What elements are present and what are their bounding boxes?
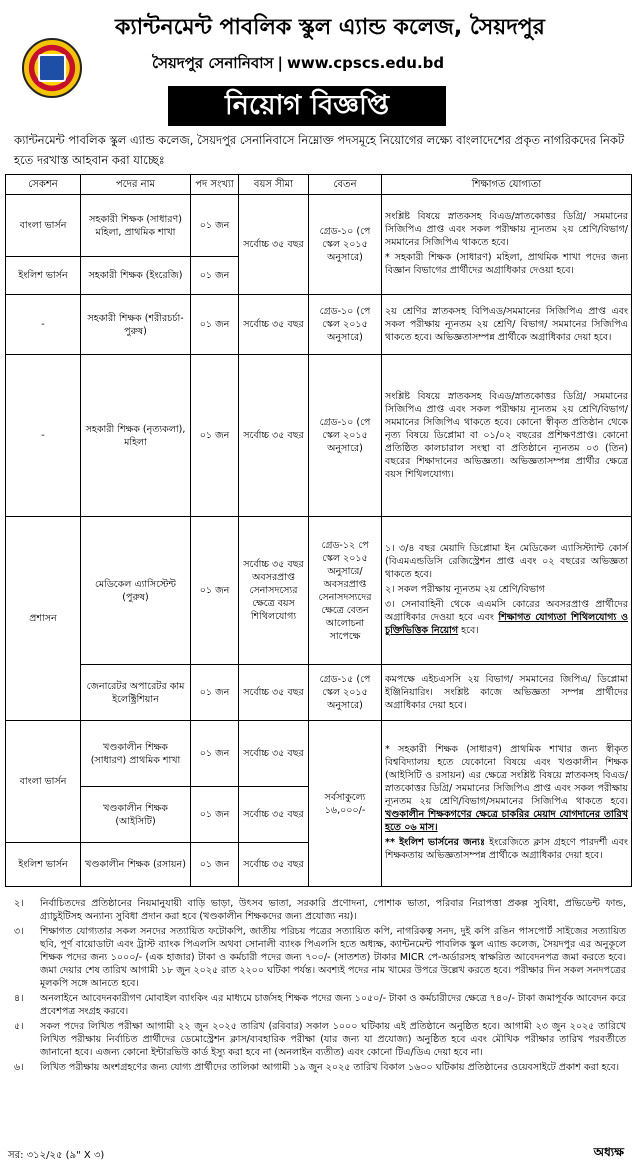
note-number: ৬। [14, 1062, 24, 1073]
header-salary: বেতন [309, 175, 382, 195]
cell-count: ০১ জন [191, 295, 239, 355]
qualification-note: * সহকারী শিক্ষক (সাধারণ) মহিলা, প্রাথমিক শাখা পদের জন্য বিজ্ঞান বিভাগের প্রার্থীদের অগ্রাধিকার দেওয়া হবে। [385, 252, 628, 276]
cell-post: খণ্ডকালীন শিক্ষক (সাধারণ) প্রাথমিক শাখা [81, 721, 191, 787]
cell-count: ০১ জন [191, 195, 239, 257]
qualification-text: * সহকারী শিক্ষক (সাধারণ) প্রাথমিক শাখার জন্য স্বীকৃত বিশ্ববিদ্যালয় হতে যেকোনো বিষয়ে এবং খণ্ডকালীন শিক্ষক (আইসিটি ও রসায়ন) এর ক্ষেত্রে সংশ্লিষ্ট বিষয়ে স্নাতকসহ বিএড/স্নাতকোত্তর ডিগ্রি/ সমমানের সিজিপিএ প্রাপ্ত এবং সকল পরীক্ষায় ন্যূনতম ২য় শ্রেণি/বিভাগ/সমমানের সিজিপিএ থাকতে হবে। [385, 744, 628, 807]
cell-post: মেডিকেল এ্যাসিস্টেন্ট (পুরুষ) [81, 517, 191, 665]
cell-salary: সর্বসাকুল্যে ১৬,০০০/- [309, 721, 382, 887]
cell-section: বাংলা ভার্সন [6, 721, 81, 843]
school-logo [22, 38, 82, 98]
qualification-line [385, 598, 628, 637]
table-row [6, 665, 632, 721]
cell-count: ০১ জন [191, 721, 239, 787]
cell-section: - [6, 355, 81, 517]
cell-section: বাংলা ভার্সন [6, 195, 81, 257]
vacancy-table [5, 174, 632, 887]
notice-title: নিয়োগ বিজ্ঞপ্তি [168, 86, 446, 126]
cell-post: খণ্ডকালীন শিক্ষক (আইসিটি) [81, 787, 191, 843]
website-link[interactable]: www.cpscs.edu.bd [286, 54, 445, 72]
cell-post: খণ্ডকালীন শিক্ষক (রসায়ন) [81, 843, 191, 887]
cell-qualification: কমপক্ষে এইচএসসি ২য় বিভাগ/ সমমানের জিপিএ/ ডিপ্লোমা ইঞ্জিনিয়ারিং। সংশ্লিষ্ট কাজে অভিজ্ঞতা সম্পন্ন প্রার্থীদের অগ্রাধিকার দেয়া হবে। [382, 665, 632, 721]
qualification-note [385, 836, 628, 862]
cell-salary: গ্রেড-১০ (পে স্কেল ২০১৫ অনুসারে) [309, 295, 382, 355]
cell-age: সর্বোচ্চ ৩৫ বছর [239, 721, 309, 787]
book-icon [38, 54, 66, 82]
separator: | [277, 54, 283, 72]
qualification-text: ৩। সেনাবাহিনী থেকে এএমসি কোরের অবসরপ্রাপ্ত প্রার্থীদের অগ্রাধিকার দেওয়া হবে এবং [385, 599, 628, 623]
campus-name: সৈয়দপুর সেনানিবাস [152, 54, 274, 72]
cell-count: ০১ জন [191, 665, 239, 721]
qualification-line: ২। সকল পরীক্ষায় ন্যূনতম ২য় শ্রেণি/বিভাগ [385, 584, 545, 595]
table-row [6, 721, 632, 787]
cell-post: জেনারেটর অপারেটর কাম ইলেক্ট্রিশিয়ান [81, 665, 191, 721]
note-item [14, 1061, 626, 1074]
note-number: ৩। [14, 926, 24, 937]
cell-age: সর্বোচ্চ ৩৫ বছর [239, 195, 309, 295]
cell-count: ০১ জন [191, 257, 239, 295]
qualification-line [385, 743, 628, 834]
table-row [6, 517, 632, 665]
table-row [6, 295, 632, 355]
advert-reference: সর: ৩১২/২৫ (৯" X ৩) [8, 1150, 105, 1161]
cell-section: ইংলিশ ভার্সন [6, 843, 81, 887]
cell-section: প্রশাসন [6, 517, 81, 721]
cell-salary: গ্রেড-১২ পে স্কেল ২০১৫ অনুসারে/ অবসরপ্রাপ্ত সেনাসদস্যদের ক্ষেত্রে বেতন আলোচনা সাপেক্ষে [309, 517, 382, 665]
note-item [14, 1020, 626, 1059]
signatory: অধ্যক্ষ [593, 1145, 624, 1159]
note-text: লিখিত পরীক্ষায় অংশগ্রহণের জন্য যোগ্য প্রার্থীদের তালিকা আগামী ১৯ জুন ২০২৫ তারিখ বিকাল ১৬০০ ঘটিকায় প্রতিষ্ঠানের ওয়েবসাইটে প্রকাশ করা হবে। [40, 1062, 620, 1073]
header-qualification: শিক্ষাগত যোগ্যতা [382, 175, 632, 195]
cell-salary: গ্রেড-১০ (পে স্কেল ২০১৫ অনুসারে) [309, 195, 382, 295]
cell-qualification [382, 721, 632, 887]
table-row [6, 355, 632, 517]
cell-post: সহকারী শিক্ষক (ইংরেজি) [81, 257, 191, 295]
cell-section: ইংলিশ ভার্সন [6, 257, 81, 295]
table-row [6, 195, 632, 257]
note-number: ৫। [14, 1021, 24, 1032]
qualification-emphasis: ** ইংলিশ ভার্সনের জন্যঃ [385, 837, 486, 848]
qualification-line: সংশ্লিষ্ট বিষয়ে স্নাতকসহ বিএড/স্নাতকোত্তর ডিগ্রি/ সমমানের সিজিপিএ প্রাপ্ত এবং সকল পরীক্ষায় ন্যূনতম ২য় শ্রেণি/বিভাগ/সমমানের সিজিপিএ থাকতে হবে। [385, 211, 628, 248]
note-text: অনলাইনে আবেদনকারীগণ মোবাইল ব্যাংকিং এর মাধ্যমে চার্জসহ শিক্ষক পদের জন্য ১০৫০/- টাকা ও কর্মচারীদের ক্ষেত্রে ৭৪০/- টাকা জমাপূর্বক আবেদন করে প্রবেশপত্র সংগ্রহ করবে। [40, 993, 626, 1017]
note-item [14, 897, 626, 923]
cell-age: সর্বোচ্চ ৩৫ বছর [239, 295, 309, 355]
cell-post: সহকারী শিক্ষক (নৃত্যকলা), মহিলা [81, 355, 191, 517]
cell-post: সহকারী শিক্ষক (সাধারণ) মহিলা, প্রাথমিক শাখা [81, 195, 191, 257]
cell-qualification: সংশ্লিষ্ট বিষয়ে স্নাতকসহ বিএড/স্নাতকোত্তর ডিগ্রি/ সমমানের সিজিপিএ প্রাপ্ত এবং সকল পরীক্ষায় ন্যূনতম ২য় শ্রেণি/বিভাগ/সমমানের সিজিপিএ থাকতে হবে। কোনো স্বীকৃত প্রতিষ্ঠান থেকে নৃত্য বিষয়ে ডিপ্লোমা বা ০১/০২ বছরের প্রশিক্ষণপ্রাপ্ত। কোনো প্রতিষ্ঠিত কালচারাল সংস্থা বা প্রতিষ্ঠানে ন্যূনতম ০৩ (তিন) বছরের শিক্ষাদানের অভিজ্ঞতা। অভিজ্ঞতাসম্পন্ন প্রার্থীর ক্ষেত্রে বয়স শিথিলযোগ্য। [382, 355, 632, 517]
qualification-text: হবে। [461, 625, 479, 636]
cell-count: ০১ জন [191, 787, 239, 843]
qualification-emphasis: খণ্ডকালীন শিক্ষকগণের ক্ষেত্রে চাকরির মেয়াদ যোগদানের তারিখ হতে ০৬ মাস। [385, 809, 628, 833]
cell-age: সর্বোচ্চ ৩৫ বছর [239, 355, 309, 517]
note-item [14, 925, 626, 990]
note-number: ২। [14, 898, 24, 909]
cell-age: সর্বোচ্চ ৩৫ বছর [239, 665, 309, 721]
qualification-line: ১। ৩/৪ বছর মেয়াদি ডিপ্লোমা ইন মেডিকেল এ্যাসিস্ট্যান্ট কোর্স (বিএমএন্ডডিসি রেজিস্ট্রেশন প্রাপ্ত এবং ০২ বছরের অভিজ্ঞতা থাকতে হবে। [385, 543, 628, 580]
cell-section: - [6, 295, 81, 355]
cell-count: ০১ জন [191, 355, 239, 517]
cell-qualification: ২য় শ্রেণির স্নাতকসহ বিপিএড/সমমানের সিজিপিএ প্রাপ্ত এবং সকল পরীক্ষায় ন্যূনতম ২য় শ্রেণি/ বিভাগ/ সমমানের সিজিপিএ থাকতে হবে। অভিজ্ঞতাসম্পন্ন প্রার্থীকে অগ্রাধিকার দেয়া হবে। [382, 295, 632, 355]
note-text: নির্বাচিতদের প্রতিষ্ঠানের নিয়মানুযায়ী বাড়ি ভাড়া, উৎসব ভাতা, সরকারি প্রণোদনা, পোশাক ভাতা, পরিবার নিরাপত্তা প্রকল্প সুবিধা, প্রভিডেন্ট ফান্ড, গ্র্যাচুইটিসহ অন্যান্য সুবিধা প্রদান করা হবে (খণ্ডকালীন শিক্ষকদের জন্য প্রযোজ্য নয়)। [40, 898, 626, 922]
header-post: পদের নাম [81, 175, 191, 195]
cell-salary: গ্রেড-১০ (পে স্কেল ২০১৫ অনুসারে) [309, 355, 382, 517]
cell-count: ০১ জন [191, 843, 239, 887]
cell-age: সর্বোচ্চ ৩৫ বছর অবসরপ্রাপ্ত সেনাসদস্যের ক্ষেত্রে বয়স শিথিলযোগ্য [239, 517, 309, 665]
cell-qualification [382, 195, 632, 295]
qualification-emphasis: শিক্ষাগত যোগ্যতা শিথিলযোগ্য ও চুক্তিভিত্তিক নিয়োগ [385, 612, 628, 636]
cell-qualification [382, 517, 632, 665]
cell-age: সর্বোচ্চ ৩৫ বছর [239, 787, 309, 843]
intro-text: ক্যান্টনমেন্ট পাবলিক স্কুল এ্যান্ড কলেজ, সৈয়দপুর সেনানিবাসে নিম্নোক্ত পদসমূহে নিয়োগের লক্ষ্যে বাংলাদেশের প্রকৃত নাগরিকদের নিকট হতে দরখাস্ত আহবান করা যাচ্ছেঃ [14, 133, 625, 167]
note-text: সকল পদের লিখিত পরীক্ষা আগামী ২২ জুন ২০২৫ তারিখ (রবিবার) সকাল ১০০০ ঘটিকায় এই প্রতিষ্ঠানে অনুষ্ঠিত হবে। আগামী ২৩ জুন ২০২৫ তারিখে লিখিত পরীক্ষায় নির্বাচিত প্রার্থীদের ডেমোস্ট্রেশন ক্লাস/ব্যবহারিক পরীক্ষা (যার জন্য যা প্রযোজ্য) অনুষ্ঠিত হবে এবং মৌখিক পরীক্ষার তারিখ পরবর্তীতে জানানো হবে। এজন্য কোনো ইন্টারভিউ কার্ড ইস্যু করা হবে না (অনলাইন ব্যতীত) এবং কোনো টিএ/ডিএ দেয়া হবে না। [40, 1021, 626, 1058]
table-header-row [6, 175, 632, 195]
school-subline [152, 52, 444, 77]
qualification-text: ইংরেজিতে ক্লাস গ্রহণে পারদর্শী এবং শিক্ষকতায় অভিজ্ঞতাসম্পন্ন প্রার্থীকে অগ্রাধিকার দেয়া হবে। [385, 837, 628, 861]
header-section: সেকশন [6, 175, 81, 195]
note-text: শিক্ষাগত যোগ্যতার সকল সনদের সত্যায়িত ফটোকপি, জাতীয় পরিচয় পত্রের সত্যায়িত কপি, নাগরিকত্ব সনদ, দুই কপি রঙিন পাসপোর্ট সাইজের সত্যায়িত ছবি, পূর্ণ বায়োডাটা এবং ট্রাস্ট ব্যাংক পিএলসি অথবা সোনালী ব্যাংক পিএলসি হতে অধ্যক্ষ, ক্যান্টনমেন্ট পাবলিক স্কুল এ্যান্ড কলেজ, সৈয়দপুর এর অনুকূলে শিক্ষক পদের জন্য ১০০০/- (এক হাজার) টাকা ও কর্মচারী পদের জন্য ৭০০/- (সাতশত) টাকার MICR পে-অর্ডারসহ স্বাক্ষরিত আবেদনপত্র জমা করতে হবে। জমা দেয়ার শেষ তারিখ আগামী ১৮ জুন ২০২৫ রাত ২২০০ ঘটিকা পর্যন্ত। অবশ্যই পদের নাম খামের উপরে উল্লেখ করতে হবে। পরীক্ষার দিন সকল সনদপত্রের মূলকপি সঙ্গে আনতে হবে। [40, 926, 626, 989]
school-name: ক্যান্টনমেন্ট পাবলিক স্কুল এ্যান্ড কলেজ, সৈয়দপুর [115, 15, 545, 40]
cell-count: ০১ জন [191, 517, 239, 665]
note-item [14, 992, 626, 1018]
cell-post: সহকারী শিক্ষক (শরীরচর্চা-পুরুষ) [81, 295, 191, 355]
cell-salary: গ্রেড-১৫ (পে স্কেল ২০১৫ অনুসারে) [309, 665, 382, 721]
header-count: পদ সংখ্যা [191, 175, 239, 195]
header-age: বয়স সীমা [239, 175, 309, 195]
notes-list [14, 897, 626, 1076]
cell-age: সর্বোচ্চ ৩৫ বছর [239, 843, 309, 887]
note-number: ৪। [14, 993, 24, 1004]
